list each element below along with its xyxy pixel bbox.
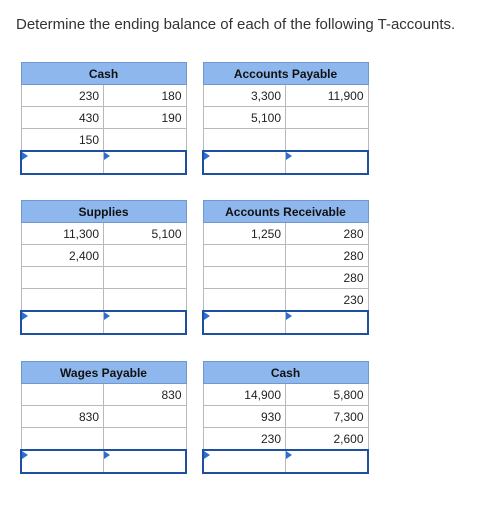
ending-balance-credit-input[interactable] bbox=[104, 311, 187, 334]
debit-cell: 230 bbox=[203, 428, 286, 451]
debit-cell: 2,400 bbox=[21, 245, 104, 267]
input-marker-icon bbox=[22, 312, 28, 320]
debit-cell: 230 bbox=[21, 85, 104, 107]
t-account-accounts-payable bbox=[202, 62, 369, 175]
ending-balance-debit-input[interactable] bbox=[203, 311, 286, 334]
input-marker-icon bbox=[104, 312, 110, 320]
debit-cell bbox=[21, 428, 104, 451]
account-title: Accounts Receivable bbox=[203, 201, 368, 223]
ending-balance-credit-input[interactable] bbox=[104, 151, 187, 174]
credit-cell bbox=[104, 406, 187, 428]
account-title: Wages Payable bbox=[21, 362, 186, 384]
credit-cell bbox=[104, 129, 187, 152]
debit-cell: 830 bbox=[21, 406, 104, 428]
credit-cell: 280 bbox=[286, 245, 369, 267]
t-account-wages-payable bbox=[20, 361, 187, 474]
ending-balance-credit-input[interactable] bbox=[286, 151, 369, 174]
credit-cell: 830 bbox=[104, 384, 187, 406]
input-marker-icon bbox=[286, 312, 292, 320]
question-prompt: Determine the ending balance of each of the following T-accounts. bbox=[16, 16, 456, 33]
account-title: Cash bbox=[21, 63, 186, 85]
credit-cell: 11,900 bbox=[286, 85, 369, 107]
debit-cell: 430 bbox=[21, 107, 104, 129]
debit-cell bbox=[203, 129, 286, 152]
input-marker-icon bbox=[286, 451, 292, 459]
credit-cell: 2,600 bbox=[286, 428, 369, 451]
input-marker-icon bbox=[204, 152, 210, 160]
debit-cell bbox=[203, 245, 286, 267]
account-title: Cash bbox=[203, 362, 368, 384]
credit-cell: 5,100 bbox=[104, 223, 187, 245]
t-account-cash-2 bbox=[202, 361, 369, 474]
debit-cell: 3,300 bbox=[203, 85, 286, 107]
debit-cell: 1,250 bbox=[203, 223, 286, 245]
debit-cell bbox=[21, 289, 104, 312]
credit-cell: 280 bbox=[286, 267, 369, 289]
credit-cell: 180 bbox=[104, 85, 187, 107]
debit-cell: 14,900 bbox=[203, 384, 286, 406]
input-marker-icon bbox=[204, 312, 210, 320]
credit-cell bbox=[104, 245, 187, 267]
debit-cell: 11,300 bbox=[21, 223, 104, 245]
input-marker-icon bbox=[204, 451, 210, 459]
debit-cell bbox=[203, 289, 286, 312]
input-marker-icon bbox=[22, 152, 28, 160]
input-marker-icon bbox=[286, 152, 292, 160]
debit-cell bbox=[21, 384, 104, 406]
credit-cell: 7,300 bbox=[286, 406, 369, 428]
input-marker-icon bbox=[104, 152, 110, 160]
t-account-accounts-receivable bbox=[202, 200, 369, 335]
credit-cell: 190 bbox=[104, 107, 187, 129]
credit-cell: 280 bbox=[286, 223, 369, 245]
ending-balance-debit-input[interactable] bbox=[203, 450, 286, 473]
t-account-cash bbox=[20, 62, 187, 175]
debit-cell: 930 bbox=[203, 406, 286, 428]
debit-cell bbox=[203, 267, 286, 289]
credit-cell bbox=[104, 428, 187, 451]
credit-cell bbox=[286, 107, 369, 129]
debit-cell bbox=[21, 267, 104, 289]
ending-balance-credit-input[interactable] bbox=[286, 311, 369, 334]
credit-cell bbox=[104, 267, 187, 289]
t-account-supplies bbox=[20, 200, 187, 335]
credit-cell bbox=[286, 129, 369, 152]
ending-balance-debit-input[interactable] bbox=[21, 311, 104, 334]
input-marker-icon bbox=[22, 451, 28, 459]
ending-balance-debit-input[interactable] bbox=[21, 450, 104, 473]
debit-cell: 5,100 bbox=[203, 107, 286, 129]
input-marker-icon bbox=[104, 451, 110, 459]
credit-cell: 230 bbox=[286, 289, 369, 312]
ending-balance-debit-input[interactable] bbox=[203, 151, 286, 174]
ending-balance-credit-input[interactable] bbox=[286, 450, 369, 473]
account-title: Accounts Payable bbox=[203, 63, 368, 85]
credit-cell: 5,800 bbox=[286, 384, 369, 406]
credit-cell bbox=[104, 289, 187, 312]
ending-balance-credit-input[interactable] bbox=[104, 450, 187, 473]
ending-balance-debit-input[interactable] bbox=[21, 151, 104, 174]
debit-cell: 150 bbox=[21, 129, 104, 152]
account-title: Supplies bbox=[21, 201, 186, 223]
